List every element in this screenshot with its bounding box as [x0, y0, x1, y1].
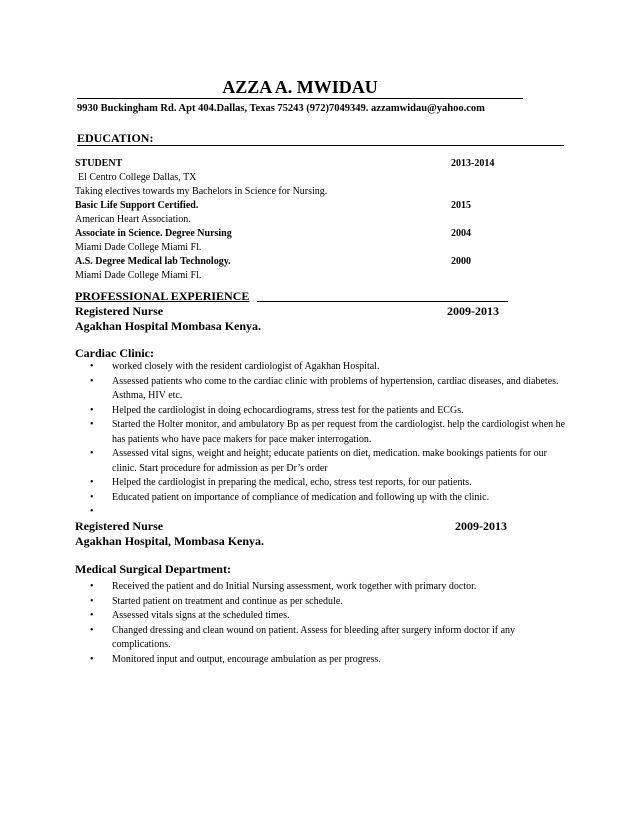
- bullet-icon: •: [90, 419, 94, 430]
- list-item: [90, 418, 570, 447]
- education-row: [75, 157, 565, 171]
- duty-text: Helped the cardiologist in preparing the medical, echo, stress test reports, for our patients.: [112, 477, 472, 488]
- duty-text: Helped the cardiologist in doing echocardiograms, stress test for the patients and ECGs.: [112, 404, 464, 416]
- duty-text: Educated patient on importance of compliance of medication and following up with the clinic.: [112, 491, 490, 503]
- bullet-icon: •: [90, 595, 94, 607]
- list-item: [90, 375, 570, 404]
- education-label: American Heart Association.: [75, 214, 191, 225]
- list-item: [90, 595, 570, 610]
- duty-text: Changed dressing and clean wound on patient. Assess for bleeding after surgery inform doctor if any complications.: [112, 624, 516, 650]
- job-title-row: [75, 304, 515, 319]
- education-label: Basic Life Support Certified.: [75, 200, 199, 211]
- education-label: A.S. Degree Medical lab Technology.: [75, 256, 231, 267]
- education-year: 2004: [451, 228, 471, 239]
- education-label: Miami Dade College Miami Fl.: [75, 270, 202, 281]
- list-item: [90, 505, 570, 520]
- duty-text: Assessed vital signs, weight and height; educate patients on diet, medication. make bookings patients for our clinic. Start procedure for admission as per Dr’s order: [112, 448, 547, 474]
- bullet-icon: •: [90, 491, 94, 503]
- education-label: Miami Dade College Miami Fl.: [75, 242, 202, 253]
- bullet-icon: •: [90, 361, 94, 372]
- education-row: [75, 171, 565, 185]
- job-years: 2009-2013: [447, 304, 499, 318]
- list-item: [90, 491, 570, 506]
- education-heading: EDUCATION:: [77, 131, 154, 145]
- education-year: 2015: [451, 200, 471, 211]
- education-row: [75, 241, 565, 255]
- job1-duties: [90, 360, 570, 520]
- education-year: 2013-2014: [451, 158, 495, 169]
- bullet-icon: •: [90, 624, 94, 636]
- education-row: [75, 199, 565, 213]
- education-rule: [77, 145, 564, 146]
- contact-address: 9930 Buckingham Rd. Apt 404.Dallas, Texas 75243 (972)7049349. azzamwidau@yahoo.com: [77, 103, 485, 114]
- education-row: [75, 269, 565, 283]
- education-label: El Centro College Dallas, TX: [78, 172, 197, 183]
- list-item: [90, 360, 570, 375]
- list-item: [90, 447, 570, 476]
- job-title-row: [75, 519, 515, 534]
- duty-text: Received the patient and do Initial Nursing assessment, work together with primary doctor.: [112, 581, 477, 592]
- education-row: [75, 255, 565, 269]
- duty-text: Started the Holter monitor, and ambulatory Bp as per request from the cardiologist. help the cardiologist when he has patients who have pace makers for pace maker interrogation.: [112, 419, 566, 445]
- bullet-icon: •: [90, 404, 94, 416]
- job-employer: Agakhan Hospital Mombasa Kenya.: [75, 319, 262, 333]
- job-department: Cardiac Clinic:: [75, 346, 154, 360]
- education-year: 2000: [451, 256, 471, 267]
- job-title: Registered Nurse: [75, 304, 164, 318]
- candidate-name: AZZA A. MWIDAU: [222, 77, 378, 97]
- list-item: [90, 609, 570, 624]
- job-title: Registered Nurse: [75, 519, 164, 533]
- bullet-icon: •: [90, 375, 94, 387]
- job-employer: Agakhan Hospital, Mombasa Kenya.: [75, 534, 265, 548]
- list-item: [90, 476, 570, 491]
- experience-rule: [257, 301, 508, 302]
- duty-text: Assessed vitals signs at the scheduled times.: [112, 610, 290, 621]
- education-row: [75, 227, 565, 241]
- education-label: STUDENT: [75, 158, 123, 169]
- bullet-icon: •: [90, 448, 94, 459]
- education-row: [75, 185, 565, 199]
- list-item: [90, 653, 570, 668]
- education-row: [75, 213, 565, 227]
- job-years: 2009-2013: [455, 519, 507, 533]
- education-label: Taking electives towards my Bachelors in Science for Nursing.: [75, 186, 328, 197]
- duty-text: Monitored input and output, encourage ambulation as per progress.: [112, 653, 381, 665]
- duty-text: Assessed patients who come to the cardiac clinic with problems of hypertension, cardiac diseases, and diabetes. Asthma, HIV etc.: [112, 375, 559, 401]
- list-item: [90, 624, 570, 653]
- job2-duties: [90, 580, 570, 667]
- bullet-icon: •: [90, 477, 94, 488]
- duty-text: worked closely with the resident cardiologist of Agakhan Hospital.: [112, 361, 380, 372]
- experience-heading-text: PROFESSIONAL EXPERIENCE: [75, 289, 250, 303]
- list-item: [90, 580, 570, 595]
- experience-heading: [75, 289, 249, 304]
- job-department: Medical Surgical Department:: [75, 562, 231, 576]
- bullet-icon: •: [90, 653, 94, 665]
- list-item: [90, 404, 570, 419]
- duty-text: Started patient on treatment and continue as per schedule.: [112, 595, 343, 607]
- education-label: Associate in Science. Degree Nursing: [75, 228, 232, 239]
- bullet-icon: •: [90, 506, 94, 517]
- bullet-icon: •: [90, 610, 94, 621]
- bullet-icon: •: [90, 581, 94, 592]
